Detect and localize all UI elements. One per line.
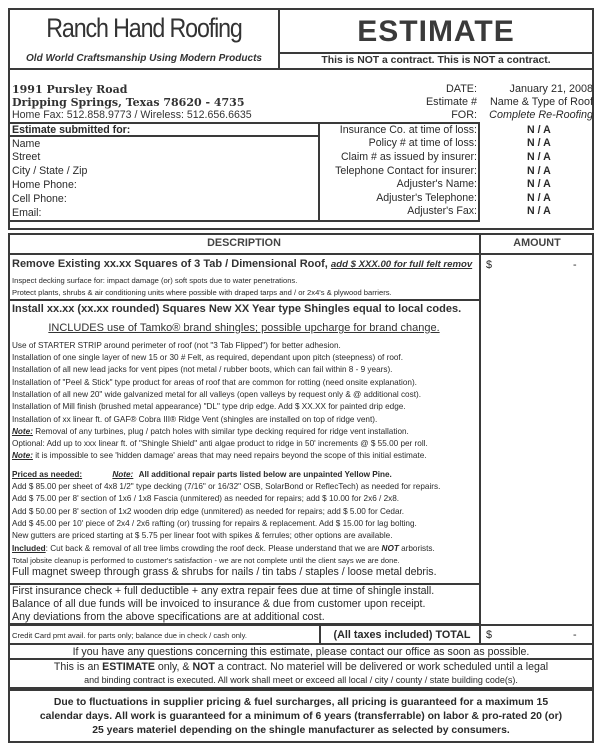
included-text-a: : Cut back & removal of all tree limbs crowding the roof deck. Please understand that we are [45, 544, 382, 553]
customer-cell-phone-field[interactable]: Cell Phone: [12, 193, 67, 205]
estimate-title-box [278, 8, 594, 54]
guarantee-line-2: calendar days. All work is guaranteed for a minimum of 6 years (transferrable) on labor & pro-rated 20 (or) [39, 711, 563, 722]
insurer-phone-label: Telephone Contact for insurer: [335, 165, 477, 177]
note-text: Removal of any turbines, plug / patch holes with similar type decking required for ridge vent installation. [32, 427, 409, 436]
remove-line-2: Protect plants, shrubs & air conditioning units where possible with draped tarps and / or 2x4's & plywood barriers. [12, 288, 392, 297]
total-label: (All taxes included) TOTAL [333, 629, 471, 641]
included-text-b: arborists. [398, 544, 435, 553]
remove-line-1: Inspect decking surface for: impact damage (or) soft spots due to water penetrations. [12, 276, 298, 285]
customer-home-phone-field[interactable]: Home Phone: [12, 179, 77, 191]
total-row [8, 624, 594, 645]
claim-number-value: N / A [527, 151, 551, 163]
company-header-box [8, 8, 280, 70]
for-label: FOR: [451, 109, 477, 121]
install-shingles-item [8, 301, 480, 466]
insurance-company-label: Insurance Co. at time of loss: [339, 124, 477, 136]
remove-roof-title [12, 258, 472, 270]
estimate-number-value: Name & Type of Roof [489, 96, 593, 108]
install-line-7: Installation of xx linear ft. of GAF® Cobra III® Ridge Vent (shingles are installed on top of ridge vent). [12, 415, 378, 424]
remove-roof-title-text: Remove Existing xx.xx Squares of 3 Tab / Dimensional Roof, [12, 258, 328, 270]
company-address-line2: Dripping Springs, Texas 78620 - 4735 [12, 96, 245, 109]
policy-number-value: N / A [527, 137, 551, 149]
date-label: DATE: [446, 83, 477, 95]
customer-heading-row [8, 122, 318, 137]
disclaimer-box [8, 658, 594, 689]
install-line-5: Installation of all new 20" wide galvanized metal for all valleys (open valleys by request only & @ additional cost). [12, 390, 421, 399]
estimate-number-label: Estimate # [425, 96, 477, 108]
adjuster-fax-label: Adjuster's Fax: [407, 205, 477, 217]
date-value: January 21, 2008 [509, 83, 593, 95]
remove-roof-item [8, 255, 480, 301]
disclaimer-text: a contract. No materiel will be delivered or work scheduled until a legal [214, 661, 549, 673]
decking-price-line: Add $ 85.00 per sheet of 4x8 1/2" type decking (7/16" or 16/32" OSB, SolarBond or ReflecTech) as needed for repairs. [12, 482, 441, 491]
install-line-1: Use of STARTER STRIP around perimeter of roof (not "3 Tab Flipped") for better adhesion. [12, 341, 341, 350]
customer-name-field[interactable]: Name [12, 138, 41, 150]
felt-removal-addon: add $ XXX.00 for full felt remov [330, 259, 473, 270]
guarantee-line-3: 25 years materiel depending on the shingle manufacturer as selected by consumers. [92, 725, 510, 736]
fascia-price-line: Add $ 75.00 per 8' section of 1x6 / 1x8 Fascia (unmitered) as needed for repairs; add $ 10.00 for 2x6 / 2x8. [12, 494, 400, 503]
remove-amount-value[interactable]: - [573, 259, 577, 271]
included-not: NOT [381, 544, 399, 553]
for-value: Complete Re-Roofing [489, 109, 593, 121]
not-contract-notice: This is NOT a contract. This is NOT a contract. [321, 55, 551, 66]
install-shingles-title: Install xx.xx (xx.xx rounded) Squares New XX Year type Shingles equal to local codes. [12, 303, 462, 315]
priced-note-text: All additional repair parts listed below are unpainted Yellow Pine. [138, 470, 392, 479]
total-currency: $ [486, 629, 493, 641]
questions-notice: If you have any questions concerning this estimate, please contact our office as soon as possible. [72, 646, 530, 658]
tree-limbs-included-line [12, 543, 435, 554]
table-header-row [8, 233, 594, 255]
magnet-sweep-line: Full magnet sweep through grass & shrubs for nails / tin tabs / staples / loose metal debris. [12, 566, 437, 578]
priced-note-label: Note: [112, 470, 134, 479]
customer-email-field[interactable]: Email: [12, 207, 42, 219]
disclaimer-line-2: and binding contract is executed. All work shall meet or exceed all local / city / county / state building code(s). [84, 675, 518, 685]
priced-as-needed-section [8, 466, 480, 584]
shingle-shield-optional: Optional: Add up to xxx linear ft. of "Shingle Shield" anti algae product to ridge in 50' increments @ $ 55.00 per roll. [12, 439, 428, 448]
payment-terms-box [8, 583, 480, 625]
priced-as-needed-header [12, 469, 392, 480]
customer-heading: Estimate submitted for: [12, 124, 131, 136]
drip-edge-price-line: Add $ 50.00 per 8' section of 1x2 wooden drip edge (unmitered) as needed for repairs; add $ 5.00 for Cedar. [12, 507, 405, 516]
company-tagline: Old World Craftsmanship Using Modern Products [26, 53, 262, 64]
insurance-company-value: N / A [527, 124, 551, 136]
install-line-6: Installation of Mill finish (brushed metal appearance) "DL" type drip edge. Add $ XX.XX for painted drip edge. [12, 402, 406, 411]
guarantee-box [8, 689, 594, 743]
adjuster-name-value: N / A [527, 178, 551, 190]
install-line-4: Installation of "Peel & Stick" type product for areas of roof that are common for rotting (need onsite explanation). [12, 378, 417, 387]
hidden-damage-note [12, 450, 427, 461]
disclaimer-line-1 [10, 661, 592, 673]
document-title: ESTIMATE [357, 15, 515, 48]
install-line-2: Installation of one single layer of new 15 or 30 # Felt, as required, dependant upon pitch (steepness) of roof. [12, 353, 403, 362]
priced-as-needed-label: Priced as needed: [12, 470, 83, 479]
note-label: Note: [12, 427, 33, 436]
remove-amount-currency: $ [486, 259, 493, 271]
total-amount[interactable]: - [573, 629, 577, 641]
description-column-header: DESCRIPTION [207, 237, 281, 249]
gutters-price-line: New gutters are priced starting at $ 5.75 per linear foot with spikes & ferrules; other options are available. [12, 531, 393, 540]
adjuster-phone-label: Adjuster's Telephone: [376, 192, 477, 204]
payment-line-3: Any deviations from the above specifications are at additional cost. [12, 611, 325, 623]
guarantee-line-1: Due to fluctuations in supplier pricing & fuel surcharges, all pricing is guaranteed for a maximum 15 [53, 697, 549, 708]
payment-line-2: Balance of all due funds will be invoiced to insurance & due from customer upon receipt. [12, 598, 426, 610]
ridge-vent-note [12, 426, 409, 437]
cleanup-line: Total jobsite cleanup is performed to customer's satisfaction - we are not complete until the client says we are done. [12, 556, 400, 565]
credit-card-note: Credit Card pmt avail. for parts only; balance due in check / cash only. [12, 631, 247, 640]
note-text: it is impossible to see 'hidden damage' areas that may need repairs beyond the scope of this initial estimate. [32, 451, 427, 460]
disclaimer-estimate: ESTIMATE [102, 661, 155, 673]
tamko-includes-note: INCLUDES use of Tamko® brand shingles; possible upcharge for brand change. [48, 322, 440, 334]
company-phones: Home Fax: 512.858.9773 / Wireless: 512.656.6635 [12, 109, 252, 121]
adjuster-name-label: Adjuster's Name: [396, 178, 477, 190]
claim-number-label: Claim # as issued by insurer: [340, 151, 477, 163]
customer-street-field[interactable]: Street [12, 151, 41, 163]
included-label: Included [12, 544, 46, 553]
note-label: Note: [12, 451, 33, 460]
company-name: Ranch Hand Roofing [46, 13, 242, 43]
rafting-price-line: Add $ 45.00 per 10' piece of 2x4 / 2x6 rafting (or) trussing for repairs & replacement. Add $ 15.00 for lag bolting. [12, 519, 417, 528]
company-address-line1: 1991 Pursley Road [12, 83, 128, 96]
disclaimer-text: only, & [154, 661, 193, 673]
adjuster-phone-value: N / A [527, 192, 551, 204]
policy-number-label: Policy # at time of loss: [368, 137, 477, 149]
customer-city-state-zip-field[interactable]: City / State / Zip [12, 165, 88, 177]
insurer-phone-value: N / A [527, 165, 551, 177]
adjuster-fax-value: N / A [527, 205, 551, 217]
disclaimer-not: NOT [192, 661, 215, 673]
amount-column-header: AMOUNT [513, 237, 561, 249]
payment-line-1: First insurance check + full deductible + any extra repair fees due at time of shingle install. [12, 585, 435, 597]
customer-fields [8, 137, 318, 222]
install-line-3: Installation of all new lead jacks for vent pipes (not metal / rubber boots, which can fail within 8 - 9 years). [12, 365, 393, 374]
disclaimer-text: This is an [53, 661, 103, 673]
